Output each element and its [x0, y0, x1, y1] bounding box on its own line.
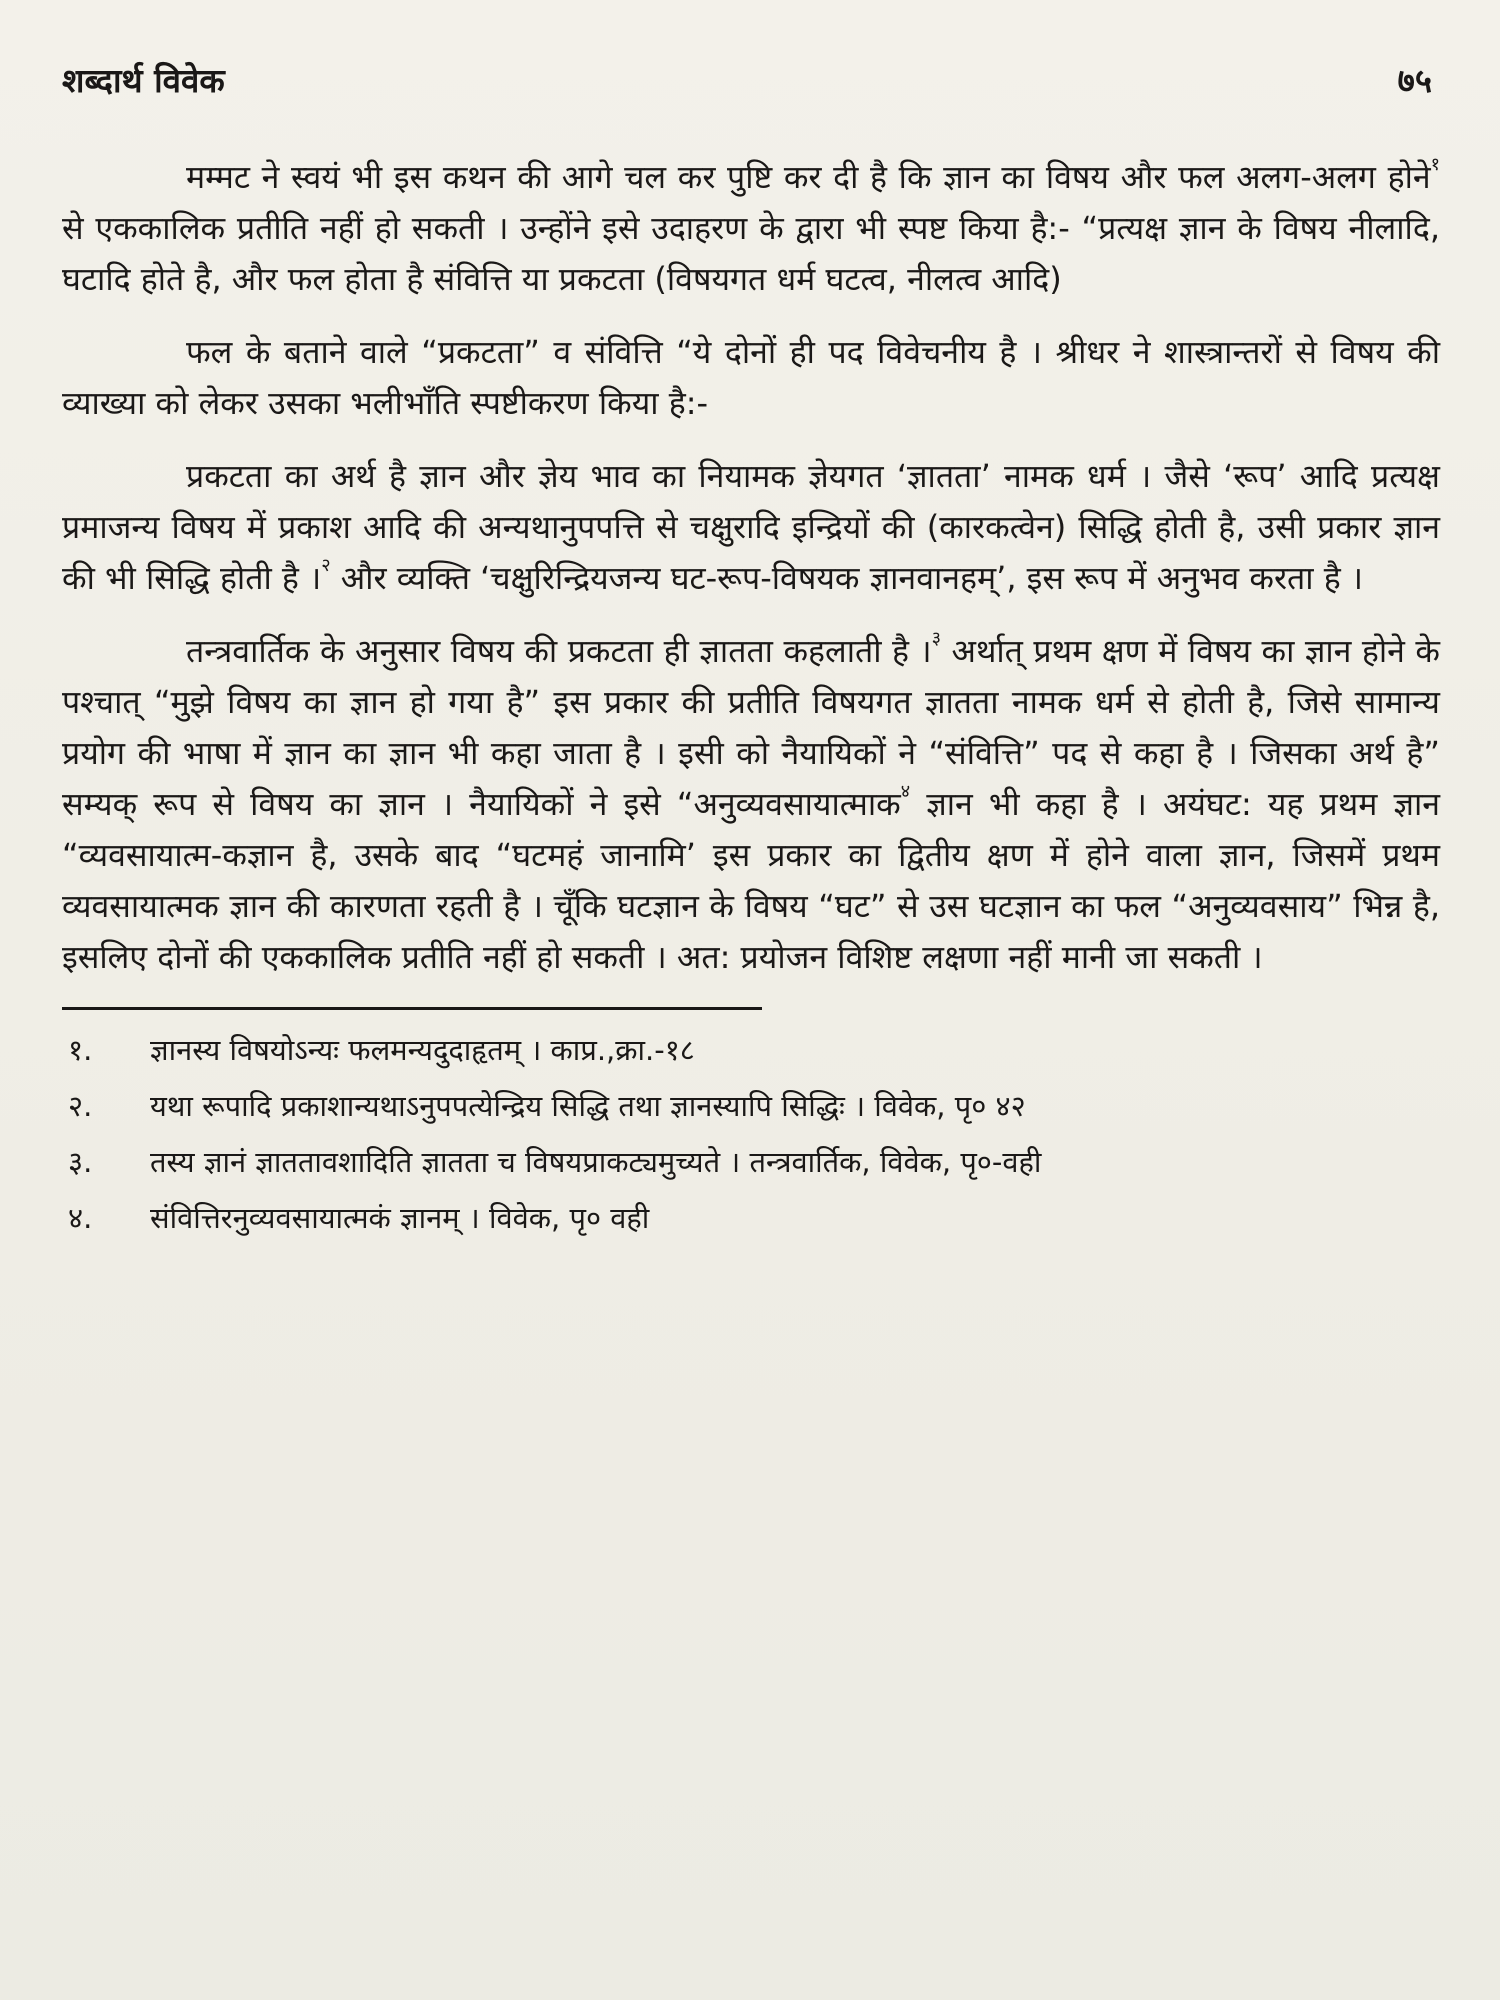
footnote-number: २. — [68, 1089, 93, 1123]
footnote-divider — [62, 1007, 762, 1010]
footnote-1 — [62, 1028, 1440, 1072]
footnote-text: ज्ञानस्य विषयोऽन्यः फलमन्यदुदाहृतम् । काप्र.,क्रा.-१८ — [150, 1033, 695, 1067]
paragraph-1 — [62, 152, 1440, 305]
footnote-marker-1: १ — [1430, 154, 1440, 176]
footnote-marker-2: २ — [321, 555, 331, 577]
text-span: अर्थात् प्रथम क्षण में विषय का ज्ञान होने के पश्चात् “मुझे विषय का ज्ञान हो गया है” इस प्रकार की प्रतीति विषयगत ज्ञातता नामक धर्म से होती है, जिसे सामान्य प्रयोग की भाषा में ज्ञान का ज्ञान भी कहा जाता है । इसी को नैयायिकों ने “संवित्ति” पद से कहा है । जिसका अर्थ है” सम्यक् रूप से विषय का ज्ञान । नैयायिकों ने इसे “अनुव्यवसायात्माक — [62, 632, 1440, 823]
footnote-marker-3: ३ — [931, 628, 942, 650]
body-text — [62, 152, 1440, 983]
footnote-number: ४. — [68, 1201, 93, 1235]
footnote-text: तस्य ज्ञानं ज्ञाततावशादिति ज्ञातता च विषयप्राकट्यमुच्यते । तन्त्रवार्तिक, विवेक, पृ०-वही — [150, 1145, 1042, 1179]
footnote-4 — [62, 1196, 1440, 1240]
footnote-number: ३. — [68, 1145, 93, 1179]
text-span: ज्ञान भी कहा है । अयंघट: यह प्रथम ज्ञान “व्यवसायात्म-कज्ञान है, उसके बाद “घटमहं जानामि’ इस प्रकार का द्वितीय क्षण में होने वाला ज्ञान, जिसमें प्रथम व्यवसायात्मक ज्ञान की कारणता रहती है । चूँकि घटज्ञान के विषय “घट” से उस घटज्ञान का फल “अनुव्यवसाय” भिन्न है, इसलिए दोनों की एककालिक प्रतीति नहीं हो सकती । अत: प्रयोजन विशिष्ट लक्षणा नहीं मानी जा सकती । — [62, 785, 1440, 976]
footnote-text: यथा रूपादि प्रकाशान्यथाऽनुपपत्येन्द्रिय सिद्धि तथा ज्ञानस्यापि सिद्धिः । विवेक, पृ० ४२ — [150, 1089, 1026, 1123]
footnote-2 — [62, 1084, 1440, 1128]
text-span: तन्त्रवार्तिक के अनुसार विषय की प्रकटता ही ज्ञातता कहलाती है । — [186, 632, 932, 670]
page-number: ७५ — [1397, 61, 1432, 100]
text-span: और व्यक्ति ‘चक्षुरिन्द्रियजन्य घट-रूप-विषयक ज्ञानवानहम्’, इस रूप में अनुभव करता है । — [330, 559, 1364, 597]
text-span: से एककालिक प्रतीति नहीं हो सकती । उन्होंने इसे उदाहरण के द्वारा भी स्पष्ट किया है:- “प्रत्यक्ष ज्ञान के विषय नीलादि, घटादि होते है, और फल होता है संवित्ति या प्रकटता (विषयगत धर्म घटत्व, नीलत्व आदि) — [62, 209, 1440, 298]
footnote-3 — [62, 1140, 1440, 1184]
footnote-number: १. — [68, 1033, 93, 1067]
footnotes — [62, 1028, 1440, 1240]
running-head-title: शब्दार्थ विवेक — [62, 61, 225, 100]
footnote-text: संवित्तिरनुव्यवसायात्मकं ज्ञानम् । विवेक, पृ० वही — [150, 1201, 650, 1235]
running-header — [62, 58, 1440, 104]
text-span: फल के बताने वाले “प्रकटता” व संवित्ति “ये दोनों ही पद विवेचनीय है । श्रीधर ने शास्त्रान्तरों से विषय की व्याख्या को लेकर उसका भलीभाँति स्पष्टीकरण किया है:- — [62, 333, 1440, 422]
paragraph-4 — [62, 626, 1440, 983]
text-span: प्रकटता का अर्थ है ज्ञान और ज्ञेय भाव का नियामक ज्ञेयगत ‘ज्ञातता’ नामक धर्म । जैसे ‘रूप’ आदि प्रत्यक्ष प्रमाजन्य विषय में प्रकाश आदि की अन्यथानुपपत्ति से चक्षुरादि इन्द्रियों की (कारकत्वेन) सिद्धि होती है, उसी प्रकार ज्ञान की भी सिद्धि होती है । — [62, 457, 1440, 597]
paragraph-3 — [62, 451, 1440, 604]
paragraph-2 — [62, 327, 1440, 429]
text-span: मम्मट ने स्वयं भी इस कथन की आगे चल कर पुष्टि कर दी है कि ज्ञान का विषय और फल अलग-अलग होने — [186, 158, 1431, 196]
footnote-marker-4: ४ — [900, 781, 911, 803]
